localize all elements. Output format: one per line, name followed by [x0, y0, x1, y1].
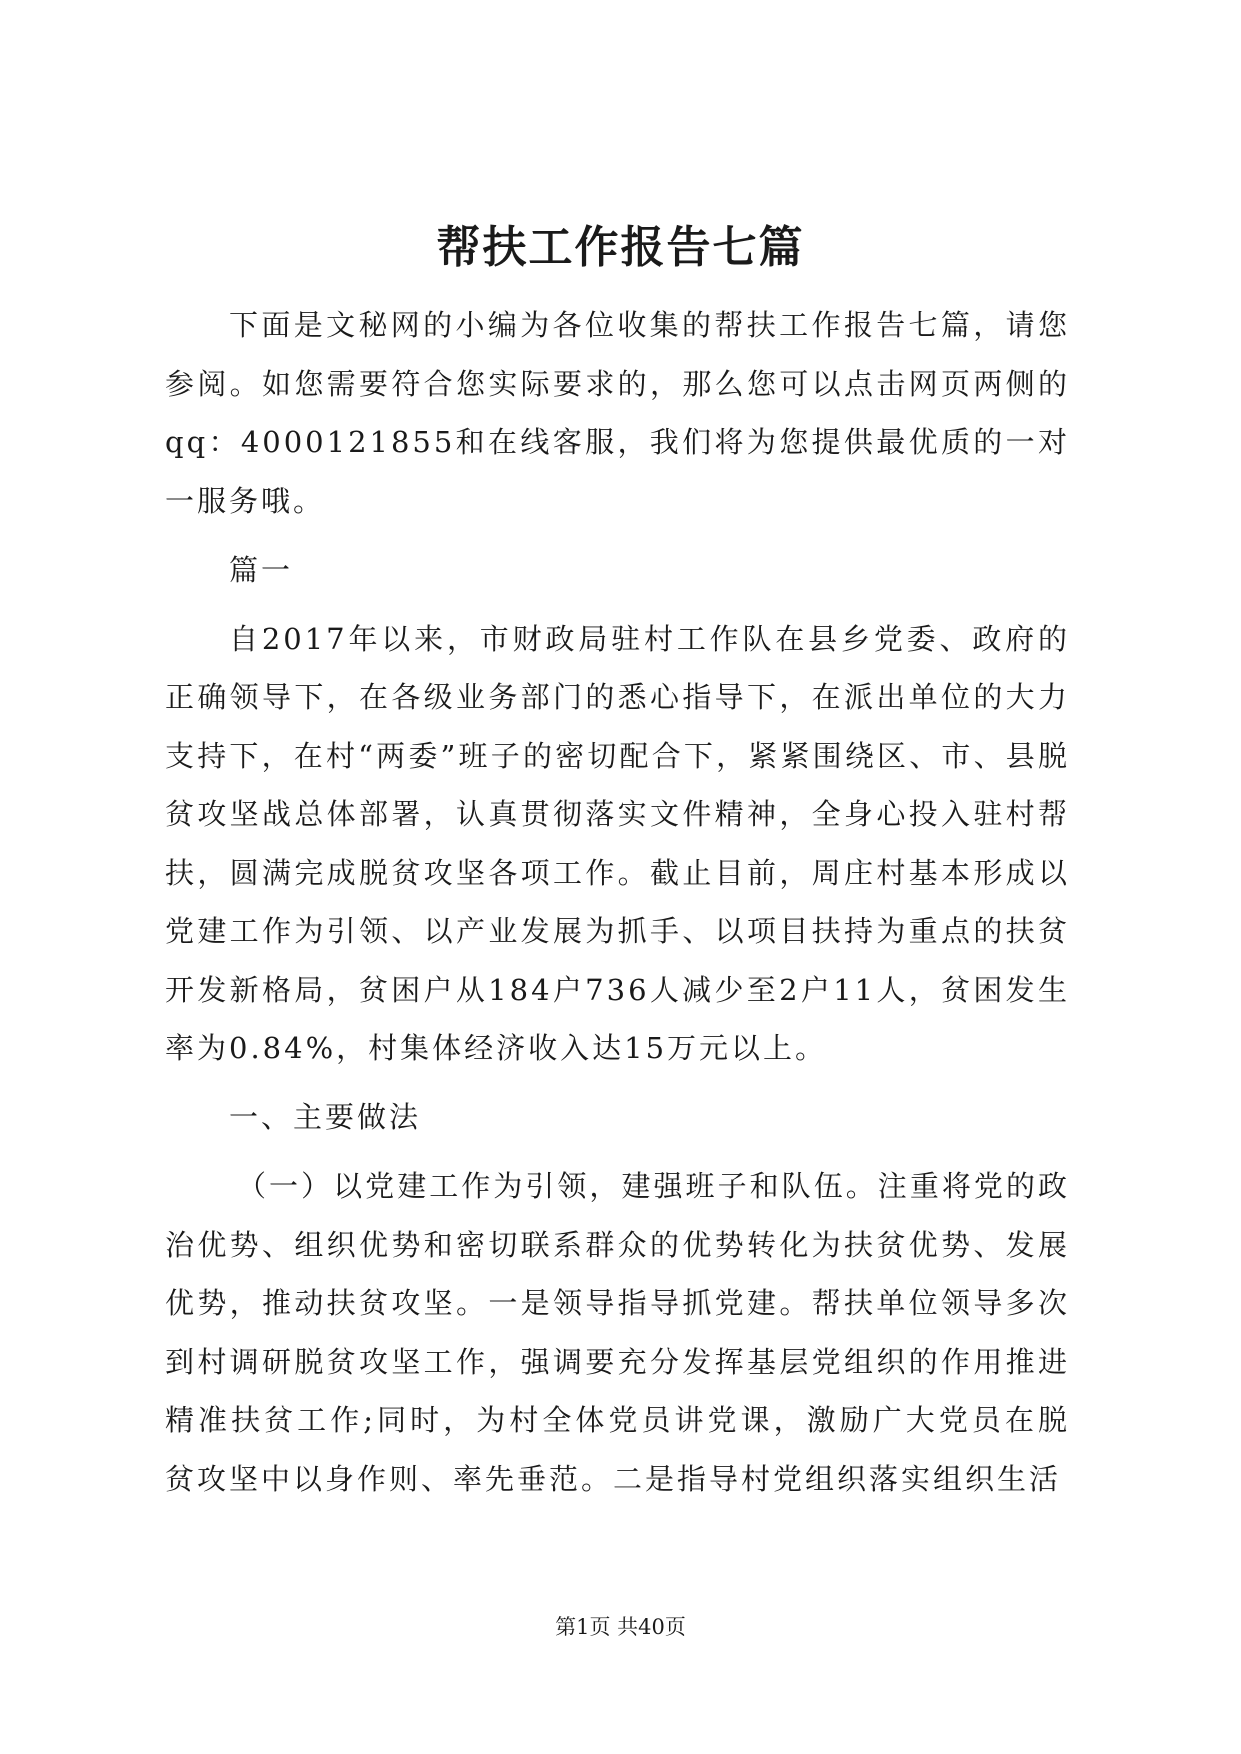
section-heading-main-practices: 一、主要做法	[229, 1100, 422, 1134]
page-number-footer: 第1页 共40页	[555, 1615, 686, 1639]
body-paragraph: 自2017年以来，市财政局驻村工作队在县乡党委、政府的正确领导下，在各级业务部门的悉心指导下，在派出单位的大力支持下，在村“两委”班子的密切配合下，紧紧围绕区、市、县脱贫攻坚战总体部署，认真贯彻落实文件精神，全身心投入驻村帮扶，圆满完成脱贫攻坚各项工作。截止目前，周庄村基本形成以党建工作为引领、以产业发展为抓手、以项目扶持为重点的扶贫开发新格局，贫困户从184户736人减少至2户11人，贫困发生率为0.84%，村集体经济收入达15万元以上。	[165, 621, 1070, 1065]
body-paragraph: （一）以党建工作为引领，建强班子和队伍。注重将党的政治优势、组织优势和密切联系群众的优势转化为扶贫优势、发展优势，推动扶贫攻坚。一是领导指导抓党建。帮扶单位领导多次到村调研脱贫攻坚工作，强调要充分发挥基层党组织的作用推进精准扶贫工作;同时，为村全体党员讲党课，激励广大党员在脱贫攻坚中以身作则、率先垂范。二是指导村党组织落实组织生活	[165, 1169, 1070, 1496]
document-body	[165, 296, 1070, 1519]
intro-paragraph: 下面是文秘网的小编为各位收集的帮扶工作报告七篇，请您参阅。如您需要符合您实际要求的，那么您可以点击网页两侧的qq：4000121855和在线客服，我们将为您提供最优质的一对一服务哦。	[165, 308, 1070, 518]
document-title: 帮扶工作报告七篇	[436, 222, 805, 273]
section-heading-part-one: 篇一	[229, 552, 294, 587]
